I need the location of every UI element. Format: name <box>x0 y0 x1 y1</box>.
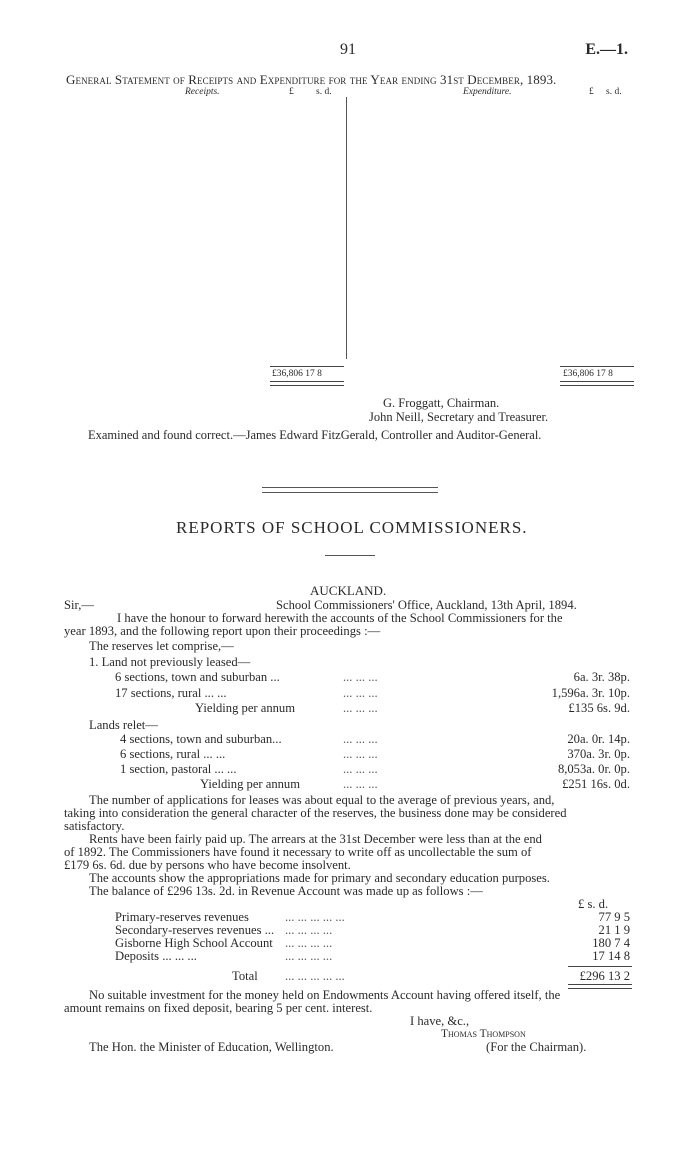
receipts-row <box>66 216 346 226</box>
land_rows-dots: ... ... ... <box>343 701 378 715</box>
paragraph-6-line-1: No suitable investment for the money held on Endowments Account having offered itself, the <box>89 988 561 1002</box>
relet_rows-row <box>0 778 700 793</box>
expenditure-row <box>352 118 634 128</box>
relet_rows-dots: ... ... ... <box>343 762 378 776</box>
relet_rows-row <box>0 748 700 763</box>
land_rows-label: 17 sections, rural ... ... <box>115 685 227 700</box>
balance-subtotal-rule <box>568 966 632 967</box>
paragraph-4: The accounts show the appropriations made for primary and secondary education purposes. <box>89 871 550 885</box>
paragraph-1-line-2: year 1893, and the following report upon their proceedings :— <box>64 624 381 638</box>
expenditure-heading: Expenditure. <box>463 87 512 97</box>
expenditure-row <box>352 325 634 335</box>
secretary-signature: John Neill, Secretary and Treasurer. <box>369 410 549 424</box>
balance_rows-label: Deposits ... ... ... <box>115 949 197 963</box>
expenditure-total: £36,806 17 8 <box>563 369 613 379</box>
land_rows-dots: ... ... ... <box>343 685 378 700</box>
section-separator <box>262 487 438 493</box>
relet_rows-dots: ... ... ... <box>343 732 378 746</box>
item-1-heading: 1. Land not previously leased— <box>89 655 251 669</box>
receipts-row <box>66 98 346 108</box>
land_rows-row <box>0 702 700 718</box>
relet_rows-label: 6 sections, rural ... ... <box>120 747 226 761</box>
expenditure-row <box>352 167 634 177</box>
receipts-row <box>66 128 346 138</box>
land_rows-row <box>0 687 700 703</box>
relet_rows-dots: ... ... ... <box>343 747 378 761</box>
expenditure-sd-heading: s. d. <box>606 87 622 97</box>
expenditure-row <box>352 177 634 187</box>
expenditure-row <box>352 246 634 256</box>
expenditure-row <box>352 295 634 305</box>
expenditure-row <box>352 285 634 295</box>
expenditure-row <box>352 157 634 167</box>
balance_rows-dots: ... ... ... ... <box>285 923 333 937</box>
signer-name: Thomas Thompson <box>441 1028 526 1040</box>
expenditure-row <box>352 216 634 226</box>
signer-role: (For the Chairman). <box>486 1040 587 1054</box>
expenditure-row <box>352 265 634 275</box>
expenditure-pound-heading: £ <box>589 87 594 97</box>
addressee: The Hon. the Minister of Education, Wellington. <box>89 1040 334 1054</box>
balance-column-heading: £ s. d. <box>578 897 609 911</box>
chairman-signature: G. Froggatt, Chairman. <box>383 396 500 410</box>
paragraph-3-line-2: of 1892. The Commissioners have found it necessary to write off as uncollectable the sum of <box>64 845 532 859</box>
receipts-total-double-rule <box>270 381 344 386</box>
relet_rows-row <box>0 733 700 748</box>
balance_rows-row <box>0 950 700 963</box>
land_rows-value: £135 6s. 9d. <box>568 701 630 715</box>
land_rows-row <box>0 671 700 687</box>
balance_rows-value: 17 14 8 <box>592 949 630 963</box>
balance_rows-value: 21 1 9 <box>598 923 630 937</box>
receipts-row <box>66 187 346 197</box>
auckland-heading: AUCKLAND. <box>310 583 387 598</box>
paragraph-5: The balance of £296 13s. 2d. in Revenue Account was made up as follows :— <box>89 884 483 898</box>
balance-total-dots: ... ... ... ... ... <box>285 969 345 983</box>
balance_rows-value: 77 9 5 <box>598 910 630 924</box>
salutation: Sir,— <box>64 598 94 612</box>
receipts-row <box>66 108 346 118</box>
paragraph-2-line-3: satisfactory. <box>64 819 125 833</box>
land_rows-value: 6a. 3r. 38p. <box>573 670 630 684</box>
receipts-row <box>66 118 346 128</box>
balance-total-value: £296 13 2 <box>579 969 630 983</box>
receipts-row <box>66 246 346 256</box>
expenditure-row <box>352 256 634 266</box>
balance_rows-dots: ... ... ... ... ... <box>285 910 345 924</box>
relet_rows-value: 8,053a. 0r. 0p. <box>557 762 630 776</box>
expenditure-row <box>352 128 634 138</box>
reports-title: REPORTS OF SCHOOL COMMISSIONERS. <box>176 518 528 537</box>
relet-heading: Lands relet— <box>89 718 158 732</box>
paragraph-6-line-2: amount remains on fixed deposit, bearing 5 per cent. interest. <box>64 1001 373 1015</box>
paragraph-3-line-1: Rents have been fairly paid up. The arrears at the 31st December were less than at the end <box>89 832 542 846</box>
expenditure-row <box>352 236 634 246</box>
expenditure-row <box>352 305 634 315</box>
reserves-intro: The reserves let comprise,— <box>89 639 234 653</box>
receipts-row <box>66 177 346 187</box>
closing: I have, &c., <box>410 1014 470 1028</box>
expenditure-row <box>352 226 634 236</box>
expenditure-row <box>352 137 634 147</box>
paragraph-2-line-1: The number of applications for leases was about equal to the average of previous years, and, <box>89 793 555 807</box>
relet_rows-dots: ... ... ... <box>343 777 378 791</box>
land_rows-label: Yielding per annum <box>195 701 296 715</box>
auditor-certification: Examined and found correct.—James Edward FitzGerald, Controller and Auditor-General. <box>88 428 542 442</box>
relet_rows-label: 1 section, pastoral ... ... <box>120 762 237 776</box>
receipts-row <box>66 157 346 167</box>
balance_rows-value: 180 7 4 <box>592 936 630 950</box>
balance_rows-label: Secondary-reserves revenues ... <box>115 923 275 937</box>
receipts-row <box>66 167 346 177</box>
balance_rows-dots: ... ... ... ... <box>285 949 333 963</box>
expenditure-row <box>352 315 634 325</box>
expenditure-row <box>352 275 634 285</box>
relet_rows-label: Yielding per annum <box>200 777 301 791</box>
balance-total-double-rule <box>568 984 632 989</box>
page-number: 91 <box>340 41 356 58</box>
document-reference: E.—1. <box>585 41 628 58</box>
expenditure-row <box>352 147 634 157</box>
paragraph-2-line-2: taking into consideration the general character of the reserves, the business done may be considered <box>64 806 567 820</box>
receipts-sd-heading: s. d. <box>316 87 332 97</box>
receipts-heading: Receipts. <box>185 87 220 97</box>
paragraph-3-line-3: £179 6s. 6d. due by persons who have become insolvent. <box>64 858 351 872</box>
relet_rows-label: 4 sections, town and suburban... <box>120 732 282 746</box>
receipts-row <box>66 197 346 207</box>
expenditure-total-rule <box>560 366 634 367</box>
receipts-row <box>66 206 346 216</box>
receipts-pound-heading: £ <box>289 87 294 97</box>
expenditure-total-double-rule <box>560 381 634 386</box>
column-divider <box>346 97 347 359</box>
receipts-row <box>66 226 346 236</box>
title-underline <box>325 555 375 556</box>
expenditure-row <box>352 197 634 207</box>
balance_rows-label: Primary-reserves revenues <box>115 910 249 924</box>
receipts-total-rule <box>270 366 344 367</box>
expenditure-row <box>352 206 634 216</box>
receipts-row <box>66 137 346 147</box>
balance-total-label: Total <box>232 969 258 983</box>
land_rows-dots: ... ... ... <box>343 670 378 684</box>
statement-title: General Statement of Receipts and Expenditure for the Year ending 31st December, 1893. <box>66 72 557 87</box>
receipts-row <box>66 236 346 246</box>
relet_rows-row <box>0 763 700 778</box>
office-date-line: School Commissioners' Office, Auckland, 13th April, 1894. <box>276 598 577 612</box>
balance_rows-label: Gisborne High School Account <box>115 936 273 950</box>
receipts-total: £36,806 17 8 <box>272 369 322 379</box>
receipts-row <box>66 147 346 157</box>
land_rows-label: 6 sections, town and suburban ... <box>115 670 280 684</box>
relet_rows-value: 370a. 3r. 0p. <box>567 747 630 761</box>
expenditure-row <box>352 108 634 118</box>
paragraph-1-line-1: I have the honour to forward herewith the accounts of the School Commissioners for the <box>117 611 563 625</box>
land_rows-value: 1,596a. 3r. 10p. <box>551 685 630 700</box>
relet_rows-value: 20a. 0r. 14p. <box>567 732 630 746</box>
expenditure-row <box>352 187 634 197</box>
relet_rows-value: £251 16s. 0d. <box>562 777 630 791</box>
balance_rows-row <box>0 911 700 924</box>
balance_rows-dots: ... ... ... ... <box>285 936 333 950</box>
expenditure-row <box>352 98 634 108</box>
